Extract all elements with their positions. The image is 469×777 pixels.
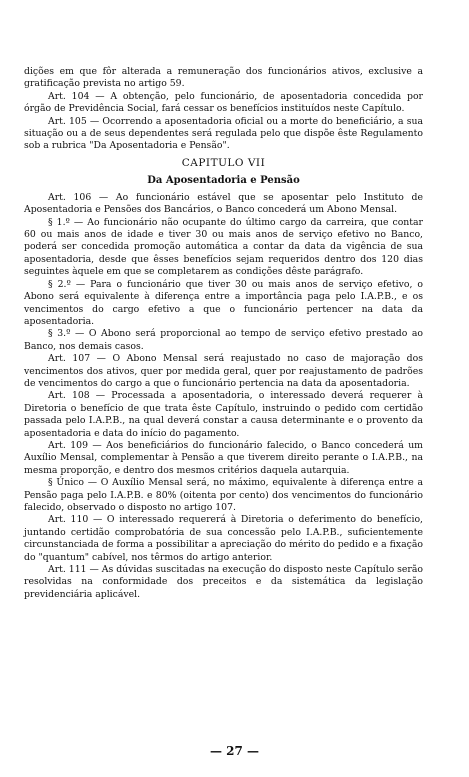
paragraph-p0: dições em que fôr alterada a remuneração dos funcionários ativos, exclusive a gratificação prevista no artigo 59. xyxy=(24,66,423,90)
chapter-title: CAPITULO VII xyxy=(181,156,266,169)
paragraph-art111: Art. 111 — As dúvidas suscitadas na execução do disposto neste Capítulo serão resolvidas na conformidade dos preceitos e da sistemática da legislação previdenciária aplicável. xyxy=(24,564,423,600)
paragraph-art109: Art. 109 — Aos beneficiários do funcionário falecido, o Banco concederá um Auxílio Mensal, complementar à Pensão a que tiverem direito perante o I.A.P.B., na mesma proporção, e dentro dos mesmos critérios daquela autarquia. xyxy=(24,439,423,476)
paragraph-art107: Art. 107 — O Abono Mensal será reajustado no caso de majoração dos vencimentos dos ativos, quer por medida geral, quer por reajustamento de padrões de vencimentos do cargo a que o funcionário pertencia na data da aposentadoria. xyxy=(24,353,423,389)
paragraph-art104: Art. 104 — A obtenção, pelo funcionário, de aposentadoria concedida por órgão de Previdência Social, fará cessar os benefícios instituídos neste Capítulo. xyxy=(24,90,423,115)
paragraph-art106-3: § 3.º — O Abono será proporcional ao tempo de serviço efetivo prestado ao Banco, nos demais casos. xyxy=(24,328,423,352)
text-block-bottom xyxy=(24,192,423,601)
text-block-top xyxy=(24,66,423,153)
chapter-subtitle: Da Aposentadoria e Pensão xyxy=(147,174,300,186)
paragraph-art105: Art. 105 — Ocorrendo a aposentadoria oficial ou a morte do beneficiário, a sua situação ou a de seus dependentes será regulada pelo que dispõe êste Regulamento sob a rubrica "Da Aposentadoria e Pensão". xyxy=(24,115,423,152)
paragraph-art108: Art. 108 — Processada a aposentadoria, o interessado deverá requerer à Diretoria o benefício de que trata êste Capítulo, instruindo o pedido com certidão passada pelo I.A.P.B., na qual deverá constar a causa determinante e o provento da aposentadoria e data do início do pagamento. xyxy=(24,390,423,439)
paragraph-art110: Art. 110 — O interessado requererá à Diretoria o deferimento do benefício, juntando certidão comprobatória de sua concessão pelo I.A.P.B., suficientemente circunstanciada de forma a possibilitar a apreciação do mérito do pedido e a fixação do "quantum" cabível, nos têrmos do artigo anterior. xyxy=(24,514,423,563)
page-number: — 27 — xyxy=(209,744,260,758)
paragraph-art106: Art. 106 — Ao funcionário estável que se aposentar pelo Instituto de Aposentadoria e Pensões dos Bancários, o Banco concederá um Abono Mensal. xyxy=(24,191,423,216)
paragraph-art106-2: § 2.º — Para o funcionário que tiver 30 ou mais anos de serviço efetivo, o Abono será equivalente à diferença entre a importância paga pelo I.A.P.B., e os vencimentos do cargo efetivo a que o funcionário pertencer na data da aposentadoria. xyxy=(24,278,423,327)
paragraph-art109-u: § Único — O Auxílio Mensal será, no máximo, equivalente à diferença entre a Pensão paga pelo I.A.P.B. e 80% (oitenta por cento) dos vencimentos do funcionário falecido, observado o disposto no artigo 107. xyxy=(24,477,423,513)
paragraph-art106-1: § 1.º — Ao funcionário não ocupante do último cargo da carreira, que contar 60 ou mais anos de idade e tiver 30 ou mais anos de serviço efetivo no Banco, poderá ser concedida promoção automática a contar da data da vigência de sua aposentadoria, desde que êsses benefícios sejam requeridos dentro dos 120 dias seguintes àquele em que se completarem as condições dêste parágrafo. xyxy=(24,216,423,278)
